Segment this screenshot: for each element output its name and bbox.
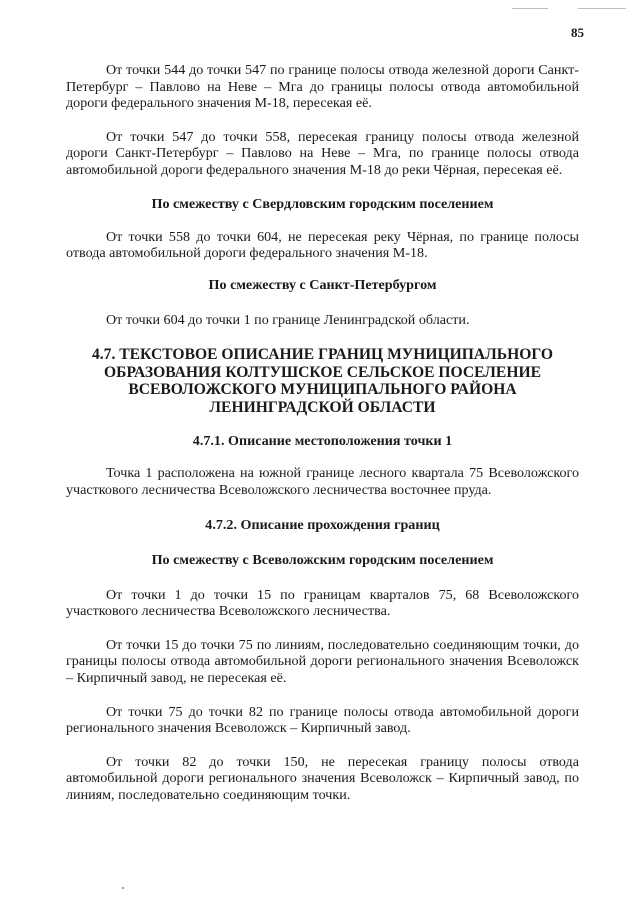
paragraph: От точки 75 до точки 82 по границе полосы отвода автомобильной дороги регионального значения Всеволожск – Кирпичный завод. <box>66 703 579 737</box>
section-heading: По смежеству с Санкт-Петербургом <box>208 276 437 293</box>
paragraph: От точки 1 до точки 15 по границам кварталов 75, 68 Всеволожского участкового лесничества Всеволожского лесничества. <box>66 586 579 620</box>
paragraph: От точки 15 до точки 75 по линиям, последовательно соединяющим точки, до границы полосы отвода автомобильной дороги регионального значения Всеволожск – Кирпичный завод, не пересекая её. <box>66 636 579 686</box>
scan-edge-line <box>578 8 626 9</box>
subsection-heading: 4.7.1. Описание местоположения точки 1 <box>192 433 453 450</box>
paragraph: Точка 1 расположена на южной границе лесного квартала 75 Всеволожского участкового лесничества Всеволожского лесничества восточнее пруда. <box>66 465 579 498</box>
scan-speck <box>122 887 124 889</box>
paragraph: От точки 604 до точки 1 по границе Ленинградской области. <box>106 311 470 328</box>
section-heading: По смежеству с Всеволожским городским поселением <box>151 551 494 568</box>
page-number: 85 <box>571 25 584 40</box>
subsection-heading: 4.7.2. Описание прохождения границ <box>205 516 440 533</box>
paragraph: От точки 544 до точки 547 по границе полосы отвода железной дороги Санкт-Петербург – Павлово на Неве – Мга до границы полосы отвода автомобильной дороги федерального значения М-18, пересекая её. <box>66 62 579 112</box>
paragraph: От точки 547 до точки 558, пересекая границу полосы отвода железной дороги Санкт-Петербург – Павлово на Неве – Мга, по границе полосы отвода автомобильной дороги федерального значения М-18 до реки Чёрная, пересекая её. <box>66 128 579 178</box>
section-heading: По смежеству с Свердловским городским поселением <box>151 195 494 212</box>
paragraph: От точки 558 до точки 604, не пересекая реку Чёрная, по границе полосы отвода автомобильной дороги федерального значения М-18. <box>66 228 579 262</box>
chapter-title: 4.7. ТЕКСТОВОЕ ОПИСАНИЕ ГРАНИЦ МУНИЦИПАЛЬНОГО ОБРАЗОВАНИЯ КОЛТУШСКОЕ СЕЛЬСКОЕ ПОСЕЛЕНИЕ ВСЕВОЛОЖСКОГО МУНИЦИПАЛЬНОГО РАЙОНА ЛЕНИНГРАДСКОЙ ОБЛАСТИ <box>91 346 554 416</box>
paragraph: От точки 82 до точки 150, не пересекая границу полосы отвода автомобильной дороги регионального значения Всеволожск – Кирпичный завод, по линиям, последовательно соединяющим точки. <box>66 753 579 803</box>
scan-edge-line <box>512 8 548 9</box>
page-body <box>66 62 579 803</box>
